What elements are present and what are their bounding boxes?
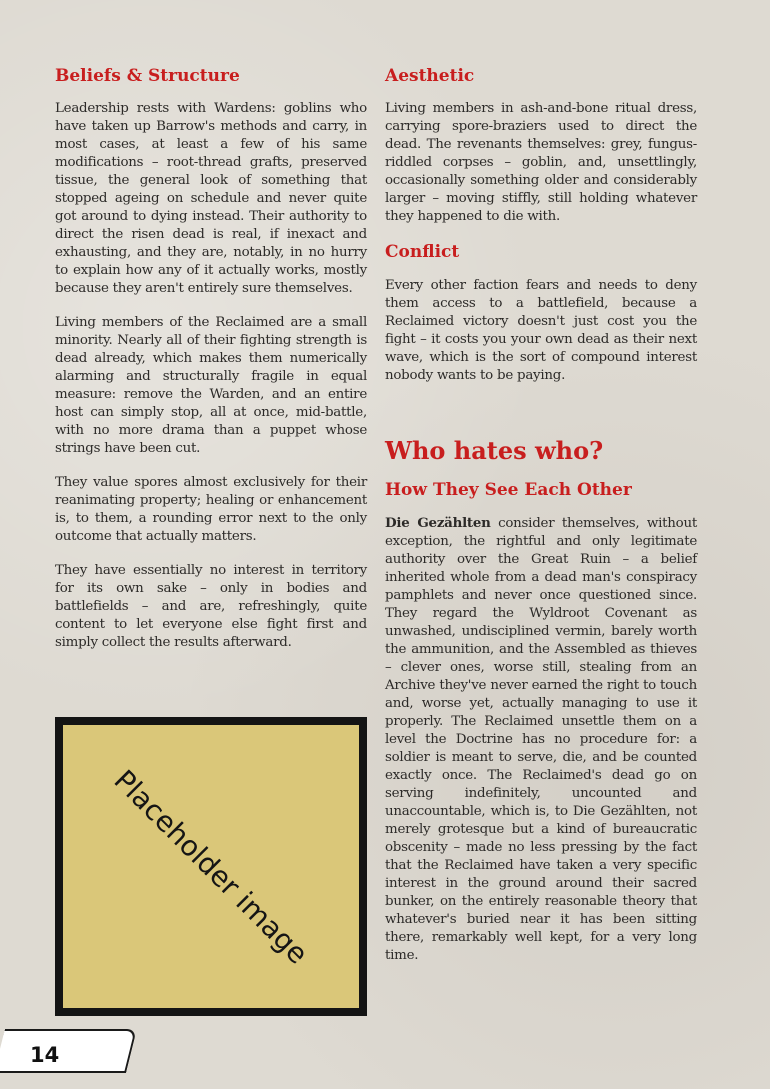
left-column: [55, 66, 367, 668]
beliefs-paragraph-2: Living members of the Reclaimed are a small minority. Nearly all of their fighting strength is dead already, which makes them numerically alarming and structurally fragile in equal measure: remove the Warden, and an entire host can simply stop, all at once, mid-battle, with no more drama than a puppet whose strings have been cut.: [55, 315, 367, 457]
page-number-tab: [0, 1029, 137, 1073]
conflict-paragraph: Every other faction fears and needs to deny them access to a battlefield, because a Reclaimed victory doesn't just cost you the fight – it costs you your own dead as their next wave, which is the sort of compound interest nobody wants to be paying.: [385, 277, 697, 383]
conflict-heading: Conflict: [385, 242, 460, 263]
aesthetic-heading: Aesthetic: [385, 66, 475, 86]
beliefs-paragraph-3: They value spores almost exclusively for their reanimating property; healing or enhancement is, to them, a rounding error next to the only outcome that actually matters.: [55, 475, 367, 545]
beliefs-heading: Beliefs & Structure: [55, 66, 240, 86]
placeholder-image: [55, 717, 367, 1016]
aesthetic-paragraph: Living members in ash-and-bone ritual dress, carrying spore-braziers used to direct the dead. The revenants themselves: grey, fungus-riddled corpses – goblin, and, unsettlingly, occasionally something older and considerably larger – moving stiffly, still holding whatever they happened to die with.: [385, 101, 697, 225]
beliefs-paragraph-1: Leadership rests with Wardens: goblins who have taken up Barrow's methods and carry, in most cases, at least a few of his same modifications – root-thread grafts, preserved tissue, the general look of something that stopped ageing on schedule and never quite got around to dying instead. Their authority to direct the risen dead is real, if inexact and exhausting, and they are, notably, in no hurry to explain how any of it actually works, mostly because they aren't entirely sure themselves.: [55, 101, 367, 297]
how-they-see-paragraph: [385, 514, 697, 965]
beliefs-paragraph-4: They have essentially no interest in territory for its own sake – only in bodies and battlefields – and are, refreshingly, quite content to let everyone else fight first and simply collect the results afterward.: [55, 563, 367, 651]
placeholder-label: Placeholder image: [107, 763, 315, 970]
page-number: 14: [30, 1043, 60, 1067]
who-hates-who-heading: Who hates who?: [385, 435, 604, 465]
how-they-see-text: consider themselves, without exception, the rightful and only legitimate authority over the Great Ruin – a belief inherited whole from a dead man's conspiracy pamphlets and never once questioned since. They regard the Wyldroot Covenant as unwashed, undisciplined vermin, barely worth the ammunition, and the Assembled as thieves – clever ones, worse still, stealing from an Archive they've never earned the right to touch and, worse yet, actually managing to use it properly. The Reclaimed unsettle them on a level the Doctrine has no procedure for: a soldier is meant to serve, die, and be counted exactly once. The Reclaimed's dead go on serving indefinitely, uncounted and unaccountable, which is, to Die Gezählten, not merely grotesque but a kind of bureaucratic obscenity – made no less pressing by the fact that the Reclaimed have taken a very specific interest in the ground around their sacred bunker, on the entirely reasonable theory that whatever's buried near it has been sitting there, remarkably well kept, for a very long time.: [385, 515, 697, 963]
how-they-see-heading: How They See Each Other: [385, 479, 632, 500]
faction-name: Die Gezählten: [385, 514, 491, 531]
right-column: [385, 66, 697, 981]
